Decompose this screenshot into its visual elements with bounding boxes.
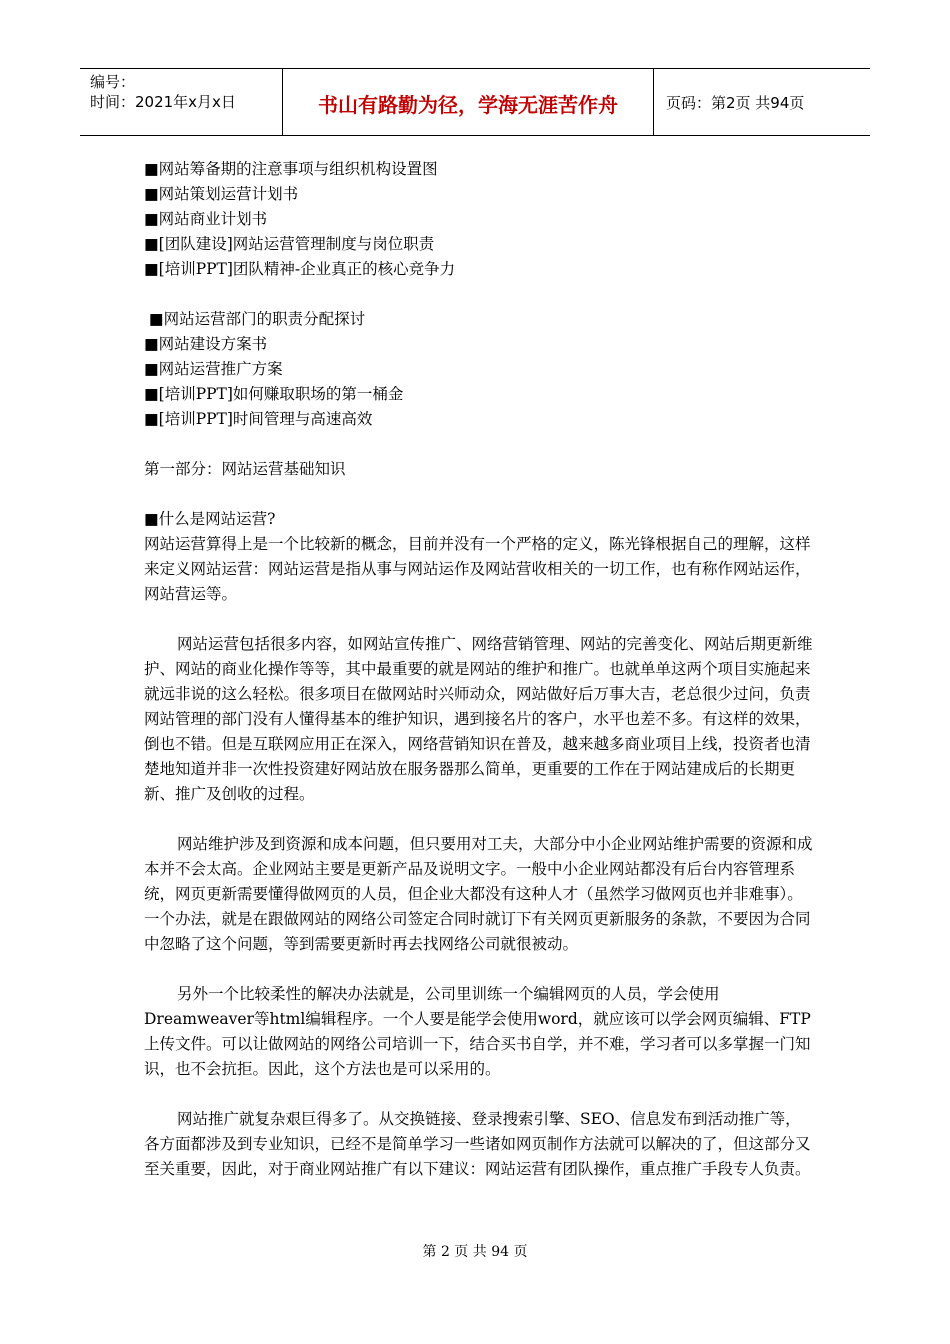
list-item: ■网站筹备期的注意事项与组织机构设置图 [144, 160, 438, 178]
related-list-b [144, 307, 814, 432]
list-item: ■[培训PPT]团队精神-企业真正的核心竞争力 [144, 260, 456, 278]
list-item: ■网站运营部门的职责分配探讨 [144, 310, 366, 328]
document-body [144, 157, 814, 1182]
list-item: ■[培训PPT]如何赚取职场的第一桶金 [144, 385, 404, 403]
paragraph-4: 另外一个比较柔性的解决办法就是，公司里训练一个编辑网页的人员，学会使用Dreamweaver等html编辑程序。一个人要是能学会使用word，就应该可以学会网页编辑、FTP上传文件。可以让做网站的网络公司培训一下，结合买书自学，并不难，学习者可以多掌握一门知识，也不会抗拒。因此，这个方法也是可以采用的。 [144, 985, 811, 1078]
paragraph-2: 网站运营包括很多内容，如网站宣传推广、网络营销管理、网站的完善变化、网站后期更新维护、网站的商业化操作等等，其中最重要的就是网站的维护和推广。也就单单这两个项目实施起来就远非说的这么轻松。很多项目在做网站时兴师动众，网站做好后万事大吉，老总很少过问，负责网站管理的部门没有人懂得基本的维护知识，遇到接名片的客户，水平也差不多。有这样的效果，倒也不错。但是互联网应用正在深入，网络营销知识在普及，越来越多商业项目上线，投资者也清楚地知道并非一次性投资建好网站放在服务器那么简单，更重要的工作在于网站建成后的长期更新、推广及创收的过程。 [144, 635, 813, 803]
page-footer: 第 2 页 共 94 页 [422, 1244, 528, 1260]
section-title: 第一部分：网站运营基础知识 [144, 460, 346, 478]
list-item: ■[培训PPT]时间管理与高速高效 [144, 410, 373, 428]
list-item: ■网站策划运营计划书 [144, 185, 299, 203]
list-item: ■网站商业计划书 [144, 210, 268, 228]
question-heading: ■什么是网站运营? [144, 510, 276, 528]
header-right-cell [654, 69, 870, 135]
list-item: ■网站建设方案书 [144, 335, 268, 353]
doc-id-label: 编号： [90, 73, 136, 91]
list-item: ■[团队建设]网站运营管理制度与岗位职责 [144, 235, 435, 253]
doc-time-label: 时间：2021年x月x日 [90, 93, 236, 111]
header-motto: 书山有路勤为径，学海无涯苦作舟 [318, 93, 618, 117]
page-header [80, 68, 870, 136]
header-center-cell [282, 69, 654, 135]
related-list-a [144, 157, 814, 282]
paragraph-3: 网站维护涉及到资源和成本问题，但只要用对工夫，大部分中小企业网站维护需要的资源和成本并不会太高。企业网站主要是更新产品及说明文字。一般中小企业网站都没有后台内容管理系统，网页更新需要懂得做网页的人员，但企业大都没有这种人才（虽然学习做网页也并非难事）。一个办法，就是在跟做网站的网络公司签定合同时就订下有关网页更新服务的条款，不要因为合同中忽略了这个问题，等到需要更新时再去找网络公司就很被动。 [144, 835, 813, 953]
list-item: ■网站运营推广方案 [144, 360, 283, 378]
paragraph-1: 网站运营算得上是一个比较新的概念，目前并没有一个严格的定义，陈光锋根据自己的理解，这样来定义网站运营：网站运营是指从事与网站运作及网站营收相关的一切工作，也有称作网站运作，网站营运等。 [144, 535, 811, 603]
header-page-info: 页码：第2页 共94页 [666, 94, 805, 112]
header-left-cell [80, 69, 282, 135]
paragraph-5: 网站推广就复杂艰巨得多了。从交换链接、登录搜索引擎、SEO、信息发布到活动推广等，各方面都涉及到专业知识，已经不是简单学习一些诸如网页制作方法就可以解决的了，但这部分又至关重要，因此，对于商业网站推广有以下建议：网站运营有团队操作，重点推广手段专人负责。 [144, 1110, 811, 1178]
